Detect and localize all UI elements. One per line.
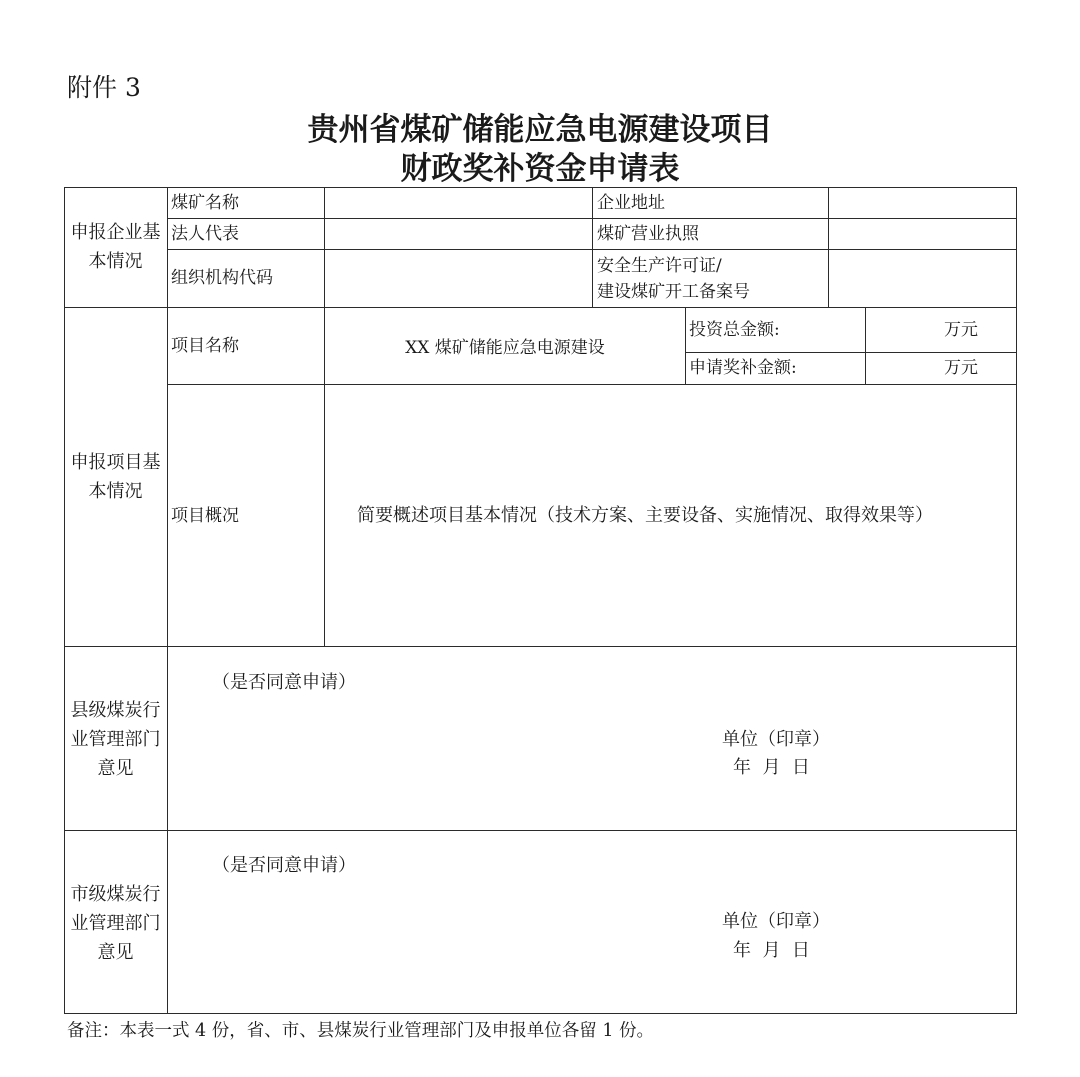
county-opinion-heading: 县级煤炭行 业管理部门 意见 [70, 700, 161, 779]
safety-permit-field[interactable] [832, 266, 1012, 290]
footnote: 备注：本表一式 4 份，省、市、县煤炭行业管理部门及申报单位各留 1 份。 [67, 1021, 655, 1041]
attachment-label: 附件 3 [67, 73, 141, 102]
county-seal-text: 单位（印章） [722, 729, 830, 750]
city-opinion-heading: 市级煤炭行 业管理部门 意见 [70, 884, 161, 963]
subsidy-amount-unit: 万元 [944, 358, 978, 378]
enterprise-section-heading: 申报企业基 本情况 [70, 222, 161, 272]
organization-code-label: 组织机构代码 [171, 268, 273, 288]
enterprise-address-label: 企业地址 [597, 193, 665, 213]
city-opinion-prompt: （是否同意申请） [212, 855, 356, 876]
business-license-field[interactable] [832, 222, 1012, 246]
mine-name-field[interactable] [328, 191, 588, 215]
county-date-text: 年 月 日 [733, 757, 810, 778]
enterprise-address-field[interactable] [832, 191, 1012, 215]
form-title-line2: 财政奖补资金申请表 [400, 151, 680, 187]
organization-code-field[interactable] [328, 266, 588, 290]
city-date-text: 年 月 日 [733, 940, 810, 961]
mine-name-label: 煤矿名称 [171, 193, 239, 213]
business-license-label: 煤矿营业执照 [597, 224, 699, 244]
county-opinion-prompt: （是否同意申请） [212, 672, 356, 693]
legal-representative-field[interactable] [328, 222, 588, 246]
project-section-heading: 申报项目基 本情况 [70, 452, 161, 502]
form-title-line1: 贵州省煤矿储能应急电源建设项目 [307, 112, 773, 148]
project-overview-label: 项目概况 [171, 506, 239, 526]
project-name-field[interactable]: XX 煤矿储能应急电源建设 [405, 338, 605, 358]
city-seal-text: 单位（印章） [722, 911, 830, 932]
total-investment-label: 投资总金额: [689, 320, 780, 340]
legal-representative-label: 法人代表 [171, 224, 239, 244]
subsidy-amount-label: 申请奖补金额: [689, 358, 797, 378]
safety-permit-label: 安全生产许可证/ 建设煤矿开工备案号 [597, 256, 750, 302]
project-overview-field[interactable]: 简要概述项目基本情况（技术方案、主要设备、实施情况、取得效果等） [357, 505, 933, 526]
total-investment-unit: 万元 [944, 320, 978, 340]
project-name-label: 项目名称 [171, 336, 239, 356]
